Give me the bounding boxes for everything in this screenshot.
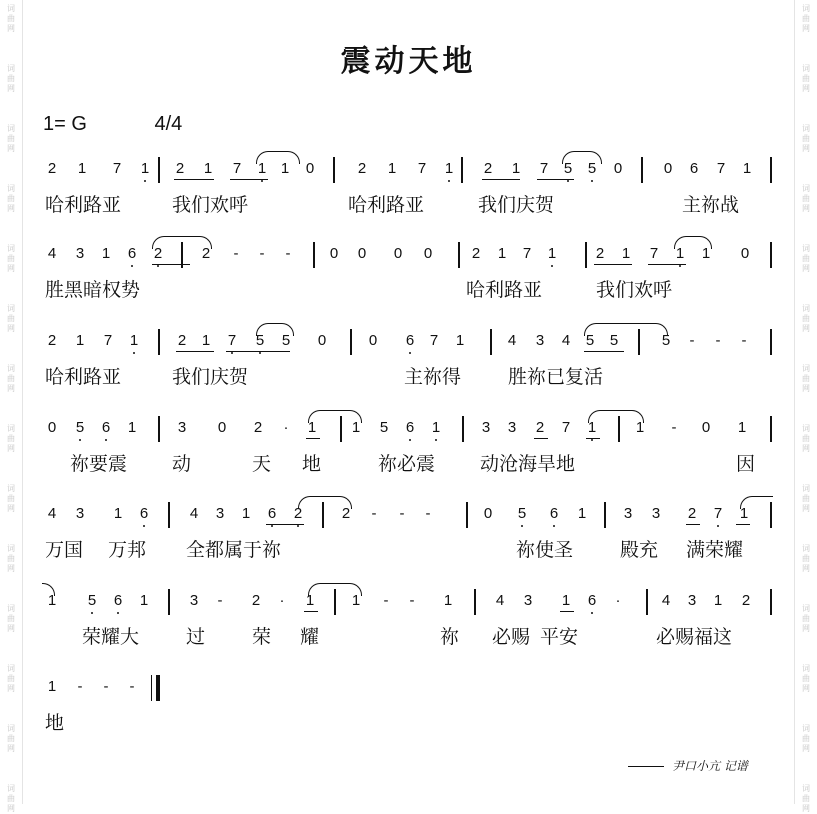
note: 6	[127, 245, 137, 262]
lyric-phrase: 万邦	[108, 539, 147, 561]
lyric-phrase: 我们欢呼	[596, 279, 673, 301]
beam-underline	[304, 611, 318, 612]
note: 1	[47, 678, 57, 695]
barline	[770, 157, 772, 183]
watermark-text: 词 曲 网	[802, 4, 810, 33]
note: 1	[77, 160, 87, 177]
watermark-text: 词 曲 网	[802, 544, 810, 573]
barline	[350, 329, 352, 355]
note: -	[399, 505, 405, 522]
lyric-phrase: 地	[302, 453, 322, 475]
note: 0	[317, 332, 327, 349]
notation-row	[0, 673, 817, 701]
note: 1	[280, 160, 290, 177]
lyric-phrase: 荣耀大	[82, 626, 140, 648]
barline	[158, 157, 160, 183]
note: 1	[139, 592, 149, 609]
barline	[490, 329, 492, 355]
note: 2	[175, 160, 185, 177]
notation-row	[0, 327, 817, 355]
note: 1	[241, 505, 251, 522]
note: 1	[140, 160, 150, 177]
watermark-text: 词 曲 网	[7, 604, 15, 633]
watermark-text: 词 曲 网	[802, 784, 810, 813]
note: 4	[47, 245, 57, 262]
lyric-phrase: 必赐福这	[656, 626, 733, 648]
lyric-phrase: 平安	[540, 626, 579, 648]
note: 5	[661, 332, 671, 349]
note: 1	[497, 245, 507, 262]
note: 7	[227, 332, 237, 349]
note: 7	[561, 419, 571, 436]
barline	[313, 242, 315, 268]
note: 2	[483, 160, 493, 177]
lyric-row	[0, 449, 817, 475]
note: 5	[255, 332, 265, 349]
note: 5	[379, 419, 389, 436]
tie-arc	[674, 236, 712, 249]
note: -	[217, 592, 223, 609]
barline	[641, 157, 643, 183]
tie-arc	[584, 323, 668, 336]
lyric-phrase: 耀	[300, 626, 320, 648]
note: 2	[595, 245, 605, 262]
barline	[158, 329, 160, 355]
lyric-phrase: 祢要震	[70, 453, 128, 475]
lyric-row	[0, 622, 817, 648]
note: 3	[523, 592, 533, 609]
note: 4	[47, 505, 57, 522]
lyric-phrase: 天	[252, 453, 272, 475]
note: 7	[539, 160, 549, 177]
note: 3	[215, 505, 225, 522]
notation-row	[0, 587, 817, 615]
note: 6	[139, 505, 149, 522]
lyric-phrase: 地	[45, 712, 65, 734]
tie-arc	[256, 323, 294, 336]
note: 5	[563, 160, 573, 177]
watermark-text: 词 曲 网	[802, 424, 810, 453]
lyric-phrase: 哈利路亚	[348, 194, 425, 216]
note: 6	[101, 419, 111, 436]
note: 1	[101, 245, 111, 262]
watermark-text: 词 曲 网	[802, 304, 810, 333]
note: 5	[517, 505, 527, 522]
note: 6	[587, 592, 597, 609]
barline	[466, 502, 468, 528]
barline	[158, 416, 160, 442]
note: 7	[713, 505, 723, 522]
notation-row	[0, 414, 817, 442]
note: 1	[561, 592, 571, 609]
note: 7	[232, 160, 242, 177]
note: -	[383, 592, 389, 609]
watermark-text: 词 曲 网	[802, 64, 810, 93]
note: 1	[127, 419, 137, 436]
note: 5	[75, 419, 85, 436]
watermark-text: 词 曲 网	[802, 124, 810, 153]
lyric-phrase: 动	[172, 453, 192, 475]
barline	[474, 589, 476, 615]
note: 7	[716, 160, 726, 177]
note: 1	[201, 332, 211, 349]
note: 2	[251, 592, 261, 609]
lyric-phrase: 祢必震	[378, 453, 436, 475]
tie-arc	[588, 410, 644, 423]
barline	[770, 329, 772, 355]
note: 1	[635, 419, 645, 436]
note: 2	[201, 245, 211, 262]
note: -	[715, 332, 721, 349]
beam-underline	[226, 351, 290, 352]
barline	[461, 157, 463, 183]
watermark-text: 词 曲 网	[7, 424, 15, 453]
note: 3	[481, 419, 491, 436]
note: 1	[351, 592, 361, 609]
note: 4	[561, 332, 571, 349]
tie-arc	[152, 236, 212, 249]
note: 1	[577, 505, 587, 522]
note: 5	[87, 592, 97, 609]
tie-arc	[42, 583, 55, 596]
note: 4	[495, 592, 505, 609]
note: 1	[307, 419, 317, 436]
note: -	[371, 505, 377, 522]
lyric-row	[0, 362, 817, 388]
beam-underline	[736, 524, 750, 525]
lyric-phrase: 荣	[252, 626, 272, 648]
note: 5	[585, 332, 595, 349]
credit-dash	[628, 766, 664, 767]
lyric-phrase: 因	[736, 453, 756, 475]
note: 3	[507, 419, 517, 436]
watermark-text: 词 曲 网	[7, 784, 15, 813]
note: 6	[689, 160, 699, 177]
note: 7	[522, 245, 532, 262]
watermark-text: 词 曲 网	[7, 64, 15, 93]
watermark-text: 词 曲 网	[802, 184, 810, 213]
note: 7	[649, 245, 659, 262]
lyric-phrase: 祢	[440, 626, 460, 648]
watermark-text: 词 曲 网	[7, 4, 15, 33]
note: 2	[535, 419, 545, 436]
note: 0	[701, 419, 711, 436]
lyric-phrase: 必赐	[492, 626, 531, 648]
song-title: 震动天地	[340, 44, 477, 79]
barline	[168, 502, 170, 528]
note: ·	[283, 419, 289, 436]
note: 1	[737, 419, 747, 436]
note: -	[103, 678, 109, 695]
tie-arc	[256, 151, 300, 164]
watermark-text: 词 曲 网	[7, 184, 15, 213]
note: -	[77, 678, 83, 695]
note: 3	[623, 505, 633, 522]
notation-row	[0, 240, 817, 268]
transcriber-credit	[628, 757, 748, 774]
watermark-text: 词 曲 网	[802, 484, 810, 513]
barline	[646, 589, 648, 615]
watermark-text: 词 曲 网	[802, 244, 810, 273]
beam-underline	[584, 351, 624, 352]
note: 1	[444, 160, 454, 177]
watermark-text: 词 曲 网	[7, 544, 15, 573]
note: 4	[507, 332, 517, 349]
lyric-phrase: 主祢得	[404, 366, 462, 388]
tie-arc	[298, 496, 352, 509]
lyric-phrase: 殿充	[620, 539, 659, 561]
note: 1	[621, 245, 631, 262]
note: -	[129, 678, 135, 695]
lyric-phrase: 动沧海旱地	[480, 453, 576, 475]
note: 6	[549, 505, 559, 522]
beam-underline	[537, 179, 574, 180]
watermark-text: 词 曲 网	[7, 364, 15, 393]
note: 2	[177, 332, 187, 349]
key-signature: 1= G	[43, 113, 87, 135]
note: -	[259, 245, 265, 262]
notation-row	[0, 500, 817, 528]
note: 1	[547, 245, 557, 262]
lyric-phrase: 主祢战	[682, 194, 740, 216]
note: 6	[113, 592, 123, 609]
barline	[770, 416, 772, 442]
note: -	[671, 419, 677, 436]
watermark-text: 词 曲 网	[7, 484, 15, 513]
note: ·	[279, 592, 285, 609]
lyric-phrase: 胜黑暗权势	[45, 279, 141, 301]
watermark-text: 词 曲 网	[7, 664, 15, 693]
watermark-text: 词 曲 网	[802, 604, 810, 633]
note: 4	[661, 592, 671, 609]
note: 2	[741, 592, 751, 609]
lyric-row	[0, 708, 817, 734]
note: 6	[405, 332, 415, 349]
lyric-phrase: 哈利路亚	[45, 366, 122, 388]
tie-arc	[308, 583, 362, 596]
lyric-phrase: 胜祢已复活	[508, 366, 604, 388]
notation-row	[0, 155, 817, 183]
beam-underline	[266, 524, 304, 525]
barline	[333, 157, 335, 183]
note: 1	[455, 332, 465, 349]
tie-arc	[308, 410, 362, 423]
note: 3	[177, 419, 187, 436]
note: 3	[189, 592, 199, 609]
note: -	[741, 332, 747, 349]
note: 2	[47, 160, 57, 177]
note: 1	[713, 592, 723, 609]
lyric-phrase: 我们庆贺	[478, 194, 555, 216]
note: 7	[429, 332, 439, 349]
note: 0	[663, 160, 673, 177]
lyric-phrase: 我们欢呼	[172, 194, 249, 216]
note: 0	[368, 332, 378, 349]
note: -	[409, 592, 415, 609]
note: 5	[281, 332, 291, 349]
note: 1	[511, 160, 521, 177]
note: 7	[417, 160, 427, 177]
tie-arc	[562, 151, 602, 164]
tie-arc	[740, 496, 773, 509]
note: 2	[293, 505, 303, 522]
note: 6	[267, 505, 277, 522]
watermark-text: 词 曲 网	[7, 724, 15, 753]
note: 1	[443, 592, 453, 609]
lyric-phrase: 万国	[45, 539, 84, 561]
note: 3	[75, 505, 85, 522]
note: 0	[217, 419, 227, 436]
note: 0	[740, 245, 750, 262]
note: 1	[739, 505, 749, 522]
lyric-phrase: 全都属于祢	[186, 539, 282, 561]
note: 1	[47, 592, 57, 609]
lyric-phrase: 满荣耀	[686, 539, 744, 561]
note: 3	[535, 332, 545, 349]
beam-underline	[594, 264, 632, 265]
note: 1	[587, 419, 597, 436]
note: 1	[75, 332, 85, 349]
beam-underline	[648, 264, 686, 265]
barline	[462, 416, 464, 442]
note: 7	[103, 332, 113, 349]
credit-text: 尹口小亢 记谱	[672, 759, 748, 773]
lyric-phrase: 过	[186, 626, 206, 648]
note: 0	[357, 245, 367, 262]
lyric-row	[0, 535, 817, 561]
note: 0	[483, 505, 493, 522]
watermark-text: 词 曲 网	[7, 304, 15, 333]
watermark-text: 词 曲 网	[802, 364, 810, 393]
beam-underline	[686, 524, 700, 525]
note: 1	[257, 160, 267, 177]
note: 5	[609, 332, 619, 349]
note: 1	[129, 332, 139, 349]
note: 0	[305, 160, 315, 177]
note: 1	[351, 419, 361, 436]
note: 0	[423, 245, 433, 262]
note: 1	[675, 245, 685, 262]
watermark-text: 词 曲 网	[7, 124, 15, 153]
note: 2	[253, 419, 263, 436]
note: 1	[431, 419, 441, 436]
beam-underline	[230, 179, 268, 180]
note: -	[285, 245, 291, 262]
note: 1	[742, 160, 752, 177]
note: -	[425, 505, 431, 522]
note: 3	[75, 245, 85, 262]
note: 1	[203, 160, 213, 177]
note: 4	[189, 505, 199, 522]
note: 2	[341, 505, 351, 522]
note: ·	[615, 592, 621, 609]
barline	[458, 242, 460, 268]
beam-underline	[174, 179, 214, 180]
beam-underline	[306, 438, 320, 439]
note: 7	[112, 160, 122, 177]
note: 3	[651, 505, 661, 522]
watermark-text: 词 曲 网	[7, 244, 15, 273]
beam-underline	[176, 351, 214, 352]
note: 2	[47, 332, 57, 349]
lyric-row	[0, 275, 817, 301]
note: 2	[153, 245, 163, 262]
time-signature: 4/4	[154, 113, 183, 135]
note: -	[689, 332, 695, 349]
lyric-phrase: 哈利路亚	[45, 194, 122, 216]
lyric-row	[0, 190, 817, 216]
note: 1	[113, 505, 123, 522]
beam-underline	[560, 611, 574, 612]
beam-underline	[482, 179, 520, 180]
beam-underline	[152, 264, 190, 265]
note: 1	[305, 592, 315, 609]
lyric-phrase: 祢使圣	[516, 539, 574, 561]
note: 0	[47, 419, 57, 436]
barline	[770, 589, 772, 615]
beam-underline	[534, 438, 548, 439]
note: 0	[393, 245, 403, 262]
key-signature-line	[43, 113, 182, 136]
note: 6	[405, 419, 415, 436]
note: 3	[687, 592, 697, 609]
note: 5	[587, 160, 597, 177]
note: 2	[687, 505, 697, 522]
note: 0	[613, 160, 623, 177]
watermark-text: 词 曲 网	[802, 724, 810, 753]
barline	[604, 502, 606, 528]
note: 1	[387, 160, 397, 177]
note: 1	[701, 245, 711, 262]
watermark-text: 词 曲 网	[802, 664, 810, 693]
lyric-phrase: 哈利路亚	[466, 279, 543, 301]
note: 0	[329, 245, 339, 262]
barline	[168, 589, 170, 615]
note: 2	[471, 245, 481, 262]
lyric-phrase: 我们庆贺	[172, 366, 249, 388]
final-barline	[156, 675, 160, 701]
barline	[770, 242, 772, 268]
barline	[585, 242, 587, 268]
beam-underline	[586, 438, 600, 439]
final-barline-thin	[151, 675, 152, 701]
note: -	[233, 245, 239, 262]
note: 2	[357, 160, 367, 177]
